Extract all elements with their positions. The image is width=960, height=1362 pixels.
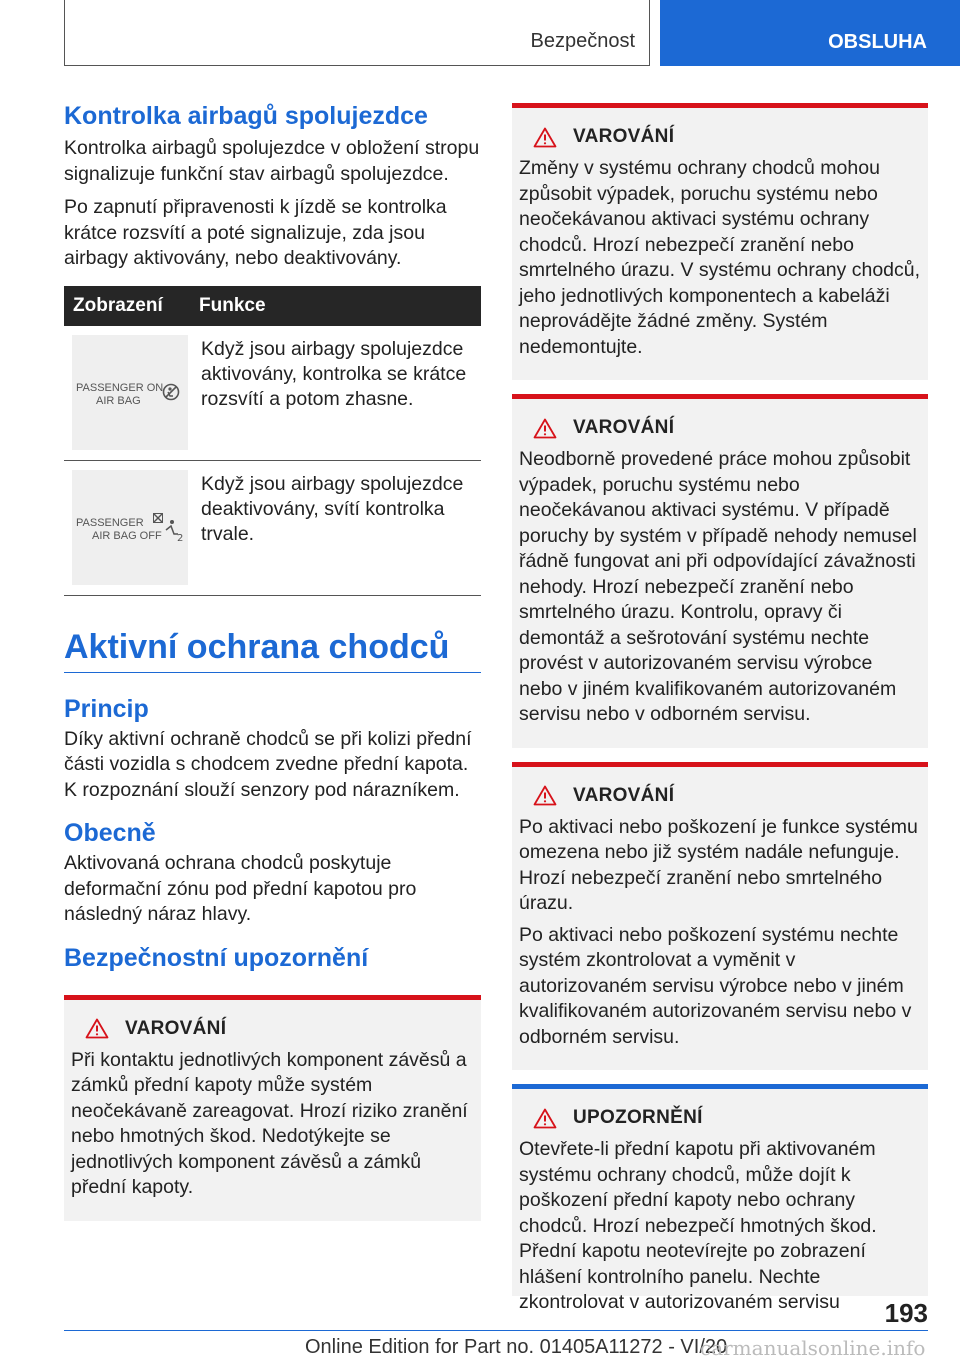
warning-box-title — [519, 126, 921, 148]
pedestrian-section-header — [64, 626, 481, 673]
footer-edition: Online Edition for Part no. 01405A11272 - VI/20 — [305, 1336, 728, 1358]
passenger-airbag-on-indicator — [72, 335, 188, 450]
warning-box — [512, 103, 928, 380]
warning-triangle-icon — [533, 127, 557, 148]
warning-box — [512, 394, 928, 748]
passenger-airbag-off-indicator — [72, 470, 188, 585]
warning-triangle-icon — [533, 785, 557, 806]
table-cell-function: Když jsou airbagy spolujezdce deaktivovány, svítí kontrolka trvale. — [201, 472, 464, 545]
pedestrian-title: Aktivní ochrana chodců — [64, 627, 450, 666]
warning-label: VAROVÁNÍ — [573, 126, 675, 147]
safety-notes-title: Bezpečnostní upozornění — [64, 943, 369, 972]
warning-text: Při kontaktu jednotlivých komponent závěsů a zámků přední kapoty může systém neočekávaně zareagovat. Hrozí riziko zranění nebo hmotných škod. Nedotýkejte se jednotlivých komponent závěsů a zámků přední kapoty. — [71, 1048, 468, 1198]
caution-box-title — [519, 1107, 921, 1129]
warning-label: VAROVÁNÍ — [573, 417, 675, 438]
warning-text: Neodborně provedené práce mohou způsobit výpadek, poruchu systému nebo neočekávanou aktivaci systému. V případě poruchy by systém v případě nehody nemusel řádně fungovat ani při odpovídající závažnosti nehody. Hrozí nebezpečí zranění nebo smrtelného úrazu. Kontrolu, opravy či demontáž a sešrotování systému nechte provést v autorizovaném servisu výrobce nebo v jiném kvalifikovaném autorizovaném servisu nebo v odborném servisu. — [519, 448, 917, 725]
seat-occupant-symbol-icon — [152, 512, 184, 542]
warning-triangle-icon — [533, 418, 557, 439]
airbag-off-symbol-icon — [162, 383, 180, 401]
header-section: Bezpečnost — [530, 30, 635, 52]
warning-triangle-icon — [85, 1018, 109, 1039]
indicator-label-line1: PASSENGER — [76, 516, 144, 529]
indicator-label-line2: AIR BAG OFF — [92, 529, 162, 542]
caution-triangle-icon — [533, 1108, 557, 1129]
warning-label: VAROVÁNÍ — [573, 784, 675, 806]
warning-text: Po aktivaci nebo poškození je funkce systému omezena nebo již systém nadále nefunguje. Hrozí nebezpečí zranění nebo smrtelného úrazu. — [519, 815, 918, 914]
warning-text: Po aktivaci nebo poškození systému nechte systém zkontrolovat a vyměnit v autorizovaném servisu výrobce nebo v jiném kvalifikovaném autorizovaném servisu nebo v odborném servisu. — [519, 923, 912, 1048]
warning-box — [64, 995, 481, 1221]
principle-paragraph: Díky aktivní ochraně chodců se při kolizi přední části vozidla s chodcem zvedne přední kapota. K rozpoznání slouží senzory pod nárazníkem. — [64, 727, 472, 801]
general-title: Obecně — [64, 819, 156, 847]
caution-label: UPOZORNĚNÍ — [573, 1107, 703, 1128]
warning-box-title — [519, 417, 921, 439]
header-chapter-box[interactable] — [660, 0, 960, 66]
table-row — [64, 461, 481, 596]
header-section-box — [64, 0, 650, 66]
warning-box-title — [519, 785, 921, 807]
airbag-paragraph-2: Po zapnutí připravenosti k jízdě se kontrolka krátce rozsvítí a poté signalizuje, zda jsou airbagy aktivovány, nebo deaktivovány. — [64, 196, 447, 269]
svg-text:2: 2 — [177, 532, 184, 544]
airbag-title: Kontrolka airbagů spolujezdce — [64, 102, 428, 130]
footer-watermark[interactable]: carmanualsonline.info — [700, 1336, 926, 1360]
indicator-label-line1: PASSENGER ON — [76, 381, 164, 394]
airbag-paragraph-1: Kontrolka airbagů spolujezdce v obložení stropu signalizuje funkční stav airbagů spolujezdce. — [64, 137, 480, 185]
table-row — [64, 326, 481, 461]
table-header — [64, 286, 481, 326]
warning-box-title — [71, 1018, 474, 1040]
indicator-table — [64, 286, 481, 596]
table-cell-function: Když jsou airbagy spolujezdce aktivovány, kontrolka se krátce rozsvítí a potom zhasne. — [201, 337, 467, 410]
principle-title: Princip — [64, 694, 149, 723]
table-col-function: Funkce — [199, 294, 266, 316]
left-column — [64, 100, 481, 1221]
footer-divider — [64, 1330, 928, 1331]
warning-label: VAROVÁNÍ — [125, 1017, 227, 1039]
table-col-display: Zobrazení — [73, 294, 163, 316]
caution-text: Otevřete-li přední kapotu při aktivovaném systému ochrany chodců, může dojít k poškození přední kapoty nebo ochrany chodců. Hrozí nebezpečí hmotných škod. Přední kapotu neotevírejte po zobrazení hlášení kontrolního panelu. Nechte zkontrolovat v autorizovaném servisu — [519, 1138, 877, 1313]
page-number: 193 — [884, 1298, 928, 1328]
warning-box — [512, 762, 928, 1071]
general-paragraph: Aktivovaná ochrana chodců poskytuje deformační zónu pod přední kapotou pro následný náraz hlavy. — [64, 852, 417, 925]
header-chapter[interactable]: OBSLUHA — [828, 31, 927, 53]
warning-text: Změny v systému ochrany chodců mohou způsobit výpadek, poruchu systému nebo neočekávanou aktivaci systému ochrany chodců. Hrozí nebezpečí zranění nebo smrtelného úrazu. V systému ochrany chodců, jeho jednotlivých komponentech a kabeláži neprovádějte žádné změny. Systém nedemontujte. — [519, 157, 921, 358]
indicator-label-line2: AIR BAG — [96, 394, 141, 407]
